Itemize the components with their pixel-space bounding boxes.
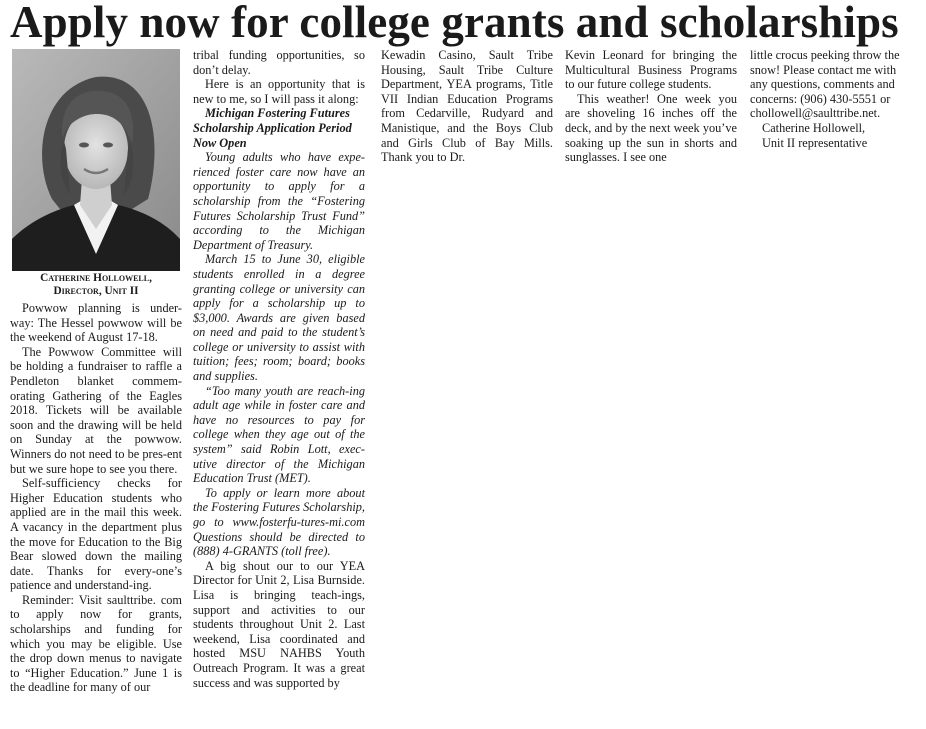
paragraph: The Powwow Committee will be holding a fundraiser to raffle a Pendleton blanket commem-orating Gathering of the Eagles 2018. Tickets will be available soon and the drawing will be held on Sunday at the powwow. Winners do not need to be pres-ent but we sure hope to see you there. (10, 344, 182, 476)
paragraph: “Too many youth are reach-ing adult age while in foster care and have no resources to pay for college when they age out of the system” said Robin Lott, exec-utive director of the Michigan Education Trust (MET). (193, 383, 365, 486)
paragraph: Here is an opportunity that is new to me, so I will pass it along: (193, 77, 365, 106)
paragraph: March 15 to June 30, eligible students enrolled in a degree granting college or university can apply for a scholarship up to $3,000. Awards are given based on need and paid to the student’s college or university to assist with tuition; fees; room; board; books and supplies. (193, 252, 365, 384)
paragraph: Young adults who have expe-rienced foster care now have an opportunity to apply for a scholarship from the “Fostering Futures Scholarship Trust Fund” according to the Michigan Department of Treasury. (193, 150, 365, 252)
column-4 (565, 48, 737, 165)
paragraph: A big shout our to our YEA Director for Unit 2, Lisa Burnside. Lisa is bringing teach-ings, support and activities to our students throughout Unit 2. Last weekend, Lisa coordinated and hosted MSU NAHBS Youth Outreach Program. It was a great success and was supported by (193, 558, 365, 690)
subheading: Michigan Fostering Futures Scholarship Application Period Now Open (193, 106, 352, 150)
author-photo (12, 49, 180, 271)
paragraph: Kevin Leonard for bringing the Multicultural Business Programs to our future college students. (565, 48, 737, 92)
photo-caption (10, 272, 182, 298)
signature-name: Catherine Hollowell, (762, 120, 866, 135)
signature-title: Unit II representative (762, 135, 868, 150)
caption-name: Catherine Hollowell, (40, 272, 152, 284)
paragraph: little crocus peeking throw the snow! Please contact me with any questions, comments and concerns: (906) 430-5551 or chollowell@saulttribe.net. (750, 48, 900, 121)
paragraph: Powwow planning is under-way: The Hessel powwow will be the weekend of August 17-18. (10, 301, 182, 345)
column-3 (381, 48, 553, 165)
headline: Apply now for college grants and scholarships (10, 0, 899, 47)
caption-title: Director, Unit II (53, 285, 139, 297)
column-1 (10, 48, 182, 695)
paragraph: Reminder: Visit saulttribe. com to apply now for grants, scholarships and funding for which you may be eligible. Use the drop down menus to navigate to “Higher Education.” June 1 is the deadline for many of our (10, 592, 182, 695)
paragraph: To apply or learn more about the Fostering Futures Scholarship, go to www.fosterfu-tures-mi.com Questions should be directed to (888) 4-GRANTS (toll free). (193, 485, 365, 559)
paragraph: tribal funding opportunities, so don’t delay. (193, 48, 365, 77)
column-2 (193, 48, 365, 690)
paragraph: Kewadin Casino, Sault Tribe Housing, Sault Tribe Culture Department, YEA programs, Title VII Indian Education Programs from Cedarville, Rudyard and Manistique, and the Boys Club and Girls Club of Bay Mills. Thank you to Dr. (381, 48, 553, 165)
paragraph: This weather! One week you are shoveling 16 inches off the deck, and by the next week you’ve soaking up the sun in shorts and sunglasses. I see one (565, 91, 737, 165)
paragraph: Self-sufficiency checks for Higher Education students who applied are in the mail this week. A vacancy in the department plus the move for Education to the Big Bear slowed down the mailing date. Thanks for every-one’s patience and understand-ing. (10, 476, 182, 593)
column-5 (750, 48, 910, 150)
